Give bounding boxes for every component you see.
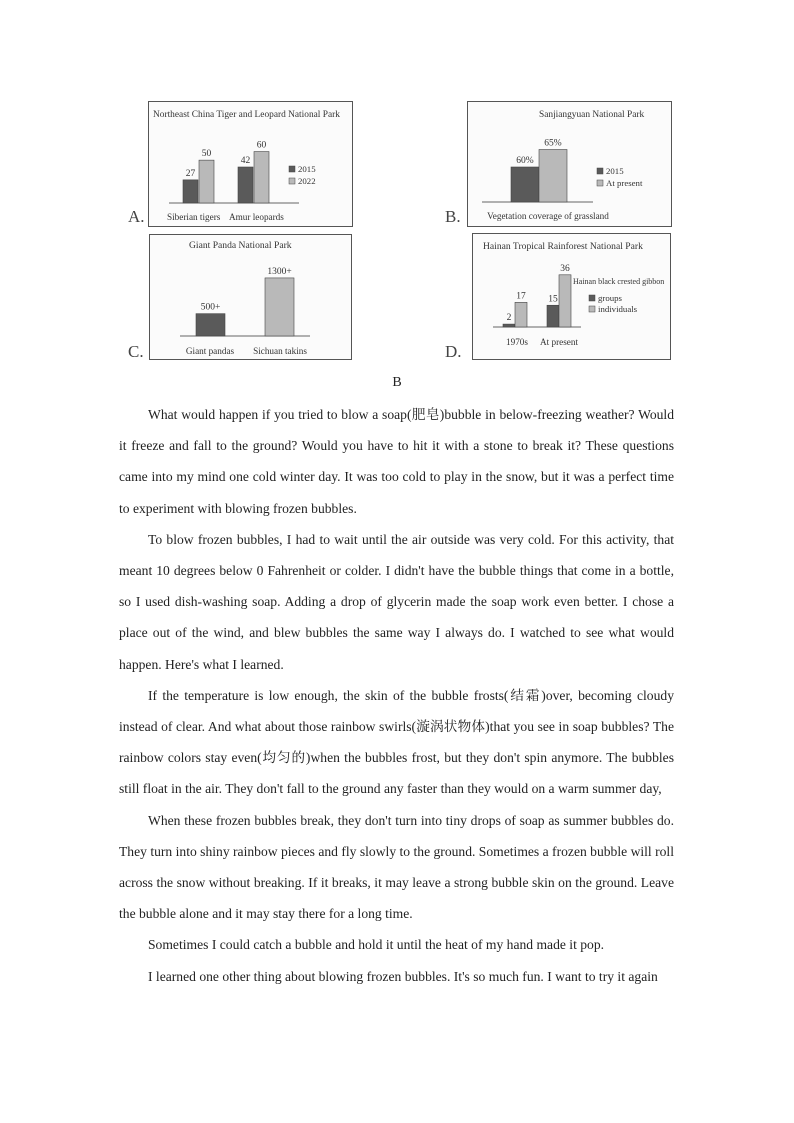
bar-value-label: 15 (548, 294, 558, 305)
option-letter-c: C. (128, 342, 144, 361)
bar (265, 278, 294, 336)
bar (515, 302, 527, 327)
chart-title: Hainan Tropical Rainforest National Park (483, 241, 643, 252)
legend-label: 2022 (298, 176, 316, 186)
bar (183, 180, 198, 203)
legend-swatch (597, 168, 603, 174)
legend-label: individuals (598, 304, 638, 314)
chart-a-box (148, 101, 353, 227)
category-label: Sichuan takins (253, 346, 307, 356)
option-letter-a: A. (128, 207, 145, 226)
option-letter-b: B. (445, 207, 461, 226)
bar-value-label: 27 (185, 168, 196, 179)
bar-value-label: 2 (506, 313, 512, 324)
legend-swatch (589, 295, 595, 301)
chart-b (468, 102, 671, 226)
category-label: Siberian tigers (167, 212, 221, 222)
bar (547, 305, 559, 327)
bar (254, 152, 269, 203)
category-label: At present (539, 337, 579, 347)
chart-c (150, 235, 351, 359)
legend-swatch (589, 306, 595, 312)
chart-b-box (467, 101, 672, 227)
passage-paragraph: I learned one other thing about blowing frozen bubbles. It's so much fun. I want to try it again (148, 968, 658, 984)
category-label: Giant pandas (185, 346, 235, 356)
bar (503, 324, 515, 327)
section-letter: B (392, 375, 402, 390)
bar-value-label: 60% (516, 156, 534, 166)
legend-label: At present (606, 178, 643, 188)
chart-title: Northeast China Tiger and Leopard National Park (153, 110, 340, 120)
option-letter-d: D. (445, 342, 462, 361)
bar-value-label: 42 (240, 156, 251, 166)
chart-title: Sanjiangyuan National Park (539, 110, 645, 120)
category-label: Amur leopards (229, 212, 284, 222)
passage-paragraph: When these frozen bubbles break, they don't turn into tiny drops of soap as summer bubbles do. They turn into shiny rainbow pieces and fly slowly to the ground. Sometimes a frozen bubble will roll across the snow without breaking. If it breaks, it may leave a strong bubble skin on the ground. Leave the bubble alone and it may stay there for a long time. (119, 812, 674, 922)
bar (559, 275, 571, 327)
bar-value-label: 17 (516, 291, 526, 302)
bar-value-label: 1300+ (267, 266, 292, 277)
bar-value-label: 60 (256, 140, 267, 151)
legend-swatch (289, 166, 295, 172)
legend-swatch (289, 178, 295, 184)
chart-d-box (472, 233, 671, 360)
passage-paragraph: Sometimes I could catch a bubble and hold it until the heat of my hand made it pop. (148, 937, 605, 953)
bar (199, 160, 214, 203)
legend-title: Hainan black crested gibbon (573, 277, 665, 286)
bar (196, 314, 225, 336)
chart-a (149, 102, 352, 226)
legend-label: groups (598, 293, 622, 303)
category-label: Vegetation coverage of grassland (487, 211, 609, 221)
bar-value-label: 50 (201, 149, 212, 160)
passage-paragraph: What would happen if you tried to blow a soap(肥皂)bubble in below-freezing weather? Would it freeze and fall to the ground? Would you have to hit it with a stone to break it? These questions came into my mind one cold winter day. It was too cold to play in the snow, but it was a perfect time to experiment with blowing frozen bubbles. (119, 407, 674, 516)
passage-paragraph: To blow frozen bubbles, I had to wait until the air outside was very cold. For this activity, that meant 10 degrees below 0 Fahrenheit or colder. I didn't have the bubble things that come in a bottle, so I used dish-washing soap. Adding a drop of glycerin made the soap work even better. I chose a place out of the wind, and blew bubbles the same way I always do. I watched to see what would happen. Here's what I learned. (119, 531, 674, 672)
chart-title: Giant Panda National Park (189, 240, 292, 251)
chart-d (473, 234, 670, 359)
category-label: 1970s (506, 337, 528, 347)
legend-swatch (597, 180, 603, 186)
bar (238, 167, 253, 203)
bar-value-label: 500+ (200, 302, 221, 313)
reading-passage (119, 399, 674, 992)
chart-c-box (149, 234, 352, 360)
legend-label: 2015 (606, 166, 624, 176)
legend-label: 2015 (298, 164, 316, 174)
bar (511, 167, 539, 202)
bar-value-label: 65% (544, 138, 562, 149)
passage-paragraph: If the temperature is low enough, the skin of the bubble frosts(结霜)over, becoming cloudy instead of clear. And what about those rainbow swirls(漩涡状物体)that you see in soap bubbles? The rainbow colors stay even(均匀的)when the bubbles frost, but they don't spin anymore. The bubbles still float in the air. They don't fall to the ground any faster than they would on a warm summer day, (119, 687, 674, 797)
bar (539, 150, 567, 203)
bar-value-label: 36 (560, 263, 570, 274)
